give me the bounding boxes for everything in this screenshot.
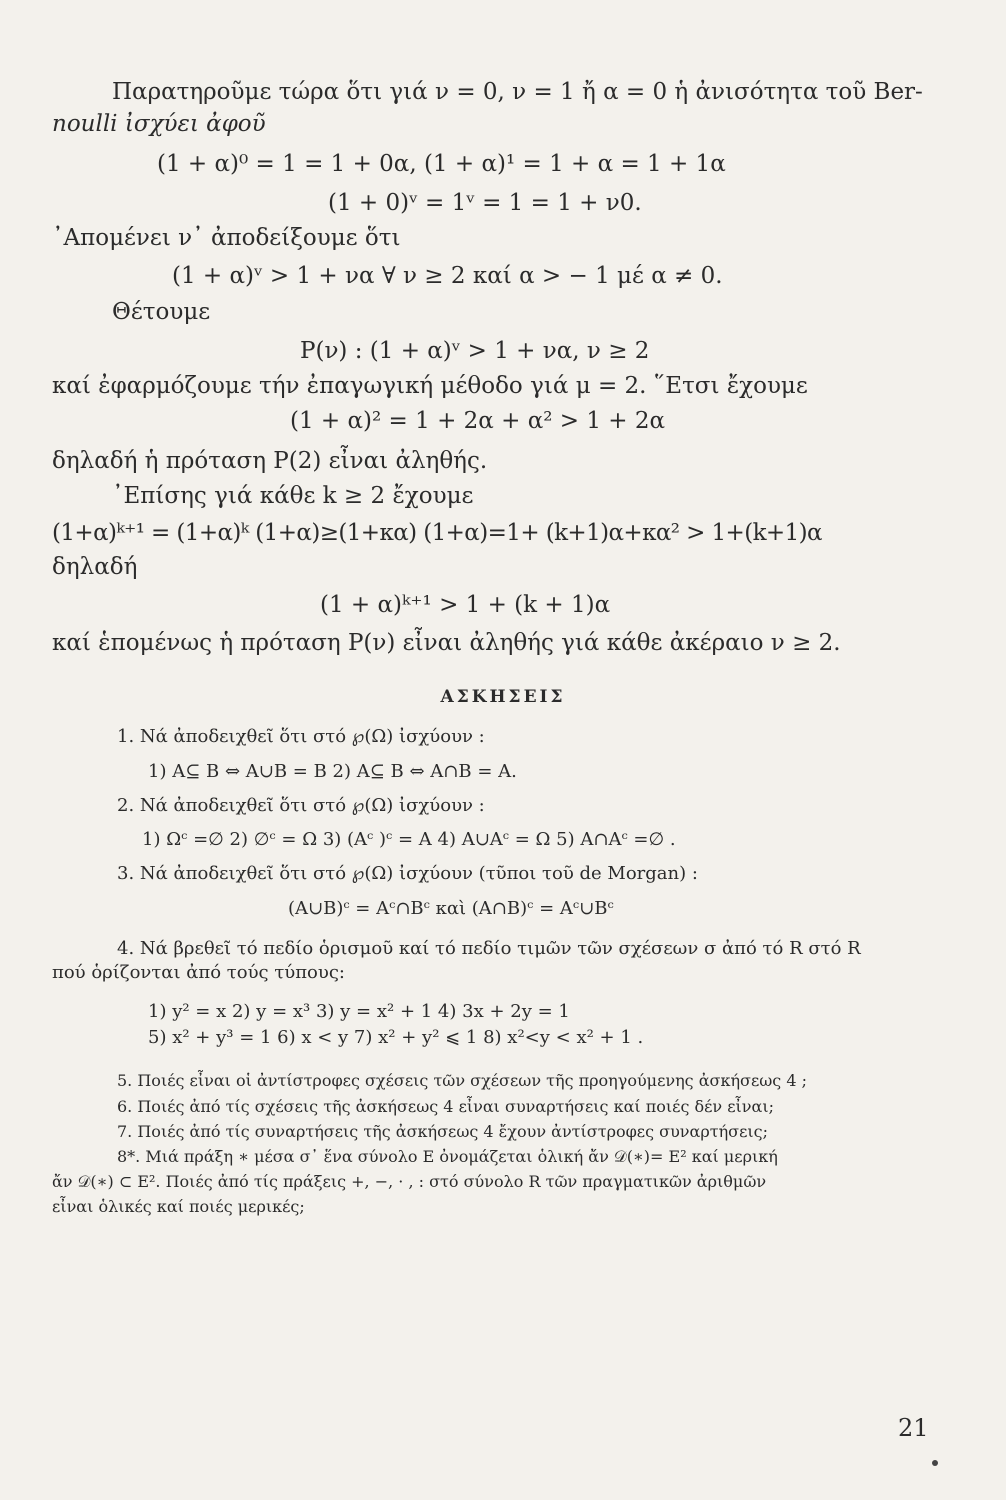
- equation: (1 + α)ᵏ⁺¹ > 1 + (k + 1)α: [320, 592, 611, 618]
- exercise-4-items: 1) y² = x 2) y = x³ 3) y = x² + 1 4) 3x + 2y = 1: [148, 1001, 570, 1022]
- exercises-heading: ΑΣΚΗΣΕΙΣ: [440, 687, 566, 707]
- page-number: 21: [898, 1414, 929, 1442]
- text-line: ᾿Απομένει ν᾿ ἀποδείξουμε ὅτι: [52, 225, 401, 251]
- exercise-1: 1. Νά ἀποδειχθεῖ ὅτι στό ℘(Ω) ἰσχύουν :: [117, 726, 485, 747]
- exercise-4-cont: πού ὁρίζονται ἀπό τούς τύπους:: [52, 962, 345, 983]
- exercise-1-items: 1) A⊆ B ⇔ A∪B = B 2) A⊆ B ⇔ A∩B = A.: [148, 761, 517, 782]
- text-line: ᾿Επίσης γιά κάθε k ≥ 2 ἔχουμε: [112, 483, 474, 509]
- text-line: Θέτουμε: [112, 299, 211, 325]
- text-line: δηλαδή ἡ πρόταση P(2) εἶναι ἀληθής.: [52, 448, 488, 474]
- equation: (1+α)ᵏ⁺¹ = (1+α)ᵏ (1+α)≥(1+κα) (1+α)=1+ (k+1)α+κα² > 1+(k+1)α: [52, 520, 822, 546]
- equation: (1 + α)⁰ = 1 = 1 + 0α, (1 + α)¹ = 1 + α = 1 + 1α: [157, 151, 726, 177]
- exercise-4-items: 5) x² + y³ = 1 6) x < y 7) x² + y² ⩽ 1 8) x²<y < x² + 1 .: [148, 1027, 644, 1048]
- equation: (1 + 0)ᵛ = 1ᵛ = 1 = 1 + ν0.: [328, 190, 642, 216]
- text-line: noulli ἰσχύει ἀφοῦ: [52, 111, 266, 137]
- exercise-8: 8*. Μιά πράξη ∗ μέσα σ᾿ ἕνα σύνολο E ὀνομάζεται ὁλική ἄν 𝒟(∗)= E² καί μερική: [117, 1147, 778, 1166]
- exercise-8-cont: εἶναι ὁλικές καί ποιές μερικές;: [52, 1197, 305, 1216]
- exercise-5: 5. Ποιές εἶναι οἱ ἀντίστροφες σχέσεις τῶν σχέσεων τῆς προηγούμενης ἀσκήσεως 4 ;: [117, 1071, 807, 1090]
- exercise-7: 7. Ποιές ἀπό τίς συναρτήσεις τῆς ἀσκήσεως 4 ἔχουν ἀντίστροφες συναρτήσεις;: [117, 1122, 768, 1141]
- exercise-3-formula: (A∪B)ᶜ = Aᶜ∩Bᶜ καὶ (A∩B)ᶜ = Aᶜ∪Bᶜ: [288, 898, 614, 919]
- equation: P(ν) : (1 + α)ᵛ > 1 + να, ν ≥ 2: [300, 338, 650, 364]
- text-line: καί ἑπομένως ἡ πρόταση P(ν) εἶναι ἀληθής γιά κάθε ἀκέραιο ν ≥ 2.: [52, 630, 841, 656]
- exercise-6: 6. Ποιές ἀπό τίς σχέσεις τῆς ἀσκήσεως 4 εἶναι συναρτήσεις καί ποιές δέν εἶναι;: [117, 1097, 774, 1116]
- exercise-3: 3. Νά ἀποδειχθεῖ ὅτι στό ℘(Ω) ἰσχύουν (τῦποι τοῦ de Morgan) :: [117, 863, 698, 884]
- exercise-8-cont: ἄν 𝒟(∗) ⊂ E². Ποιές ἀπό τίς πράξεις +, −, · , : στό σύνολο R τῶν πραγματικῶν ἀριθμῶν: [52, 1172, 767, 1191]
- equation: (1 + α)² = 1 + 2α + α² > 1 + 2α: [290, 408, 666, 434]
- equation: (1 + α)ᵛ > 1 + να ∀ ν ≥ 2 καί α > − 1 μέ α ≠ 0.: [172, 263, 723, 289]
- text-line: δηλαδή: [52, 554, 138, 580]
- exercise-2-items: 1) Ωᶜ =∅ 2) ∅ᶜ = Ω 3) (Aᶜ )ᶜ = A 4) A∪Aᶜ = Ω 5) A∩Aᶜ =∅ .: [142, 829, 676, 850]
- exercise-2: 2. Νά ἀποδειχθεῖ ὅτι στό ℘(Ω) ἰσχύουν :: [117, 795, 485, 816]
- ink-dot: [932, 1460, 938, 1466]
- text-line: καί ἐφαρμόζουμε τήν ἐπαγωγική μέθοδο γιά μ = 2. ῞Ετσι ἔχουμε: [52, 373, 808, 399]
- text-line: Παρατηροῦμε τώρα ὅτι γιά ν = 0, ν = 1 ἤ α = 0 ἡ ἀνισότητα τοῦ Ber-: [112, 79, 923, 105]
- exercise-4: 4. Νά βρεθεῖ τό πεδίο ὁρισμοῦ καί τό πεδίο τιμῶν τῶν σχέσεων σ ἀπό τό R στό R: [117, 938, 861, 959]
